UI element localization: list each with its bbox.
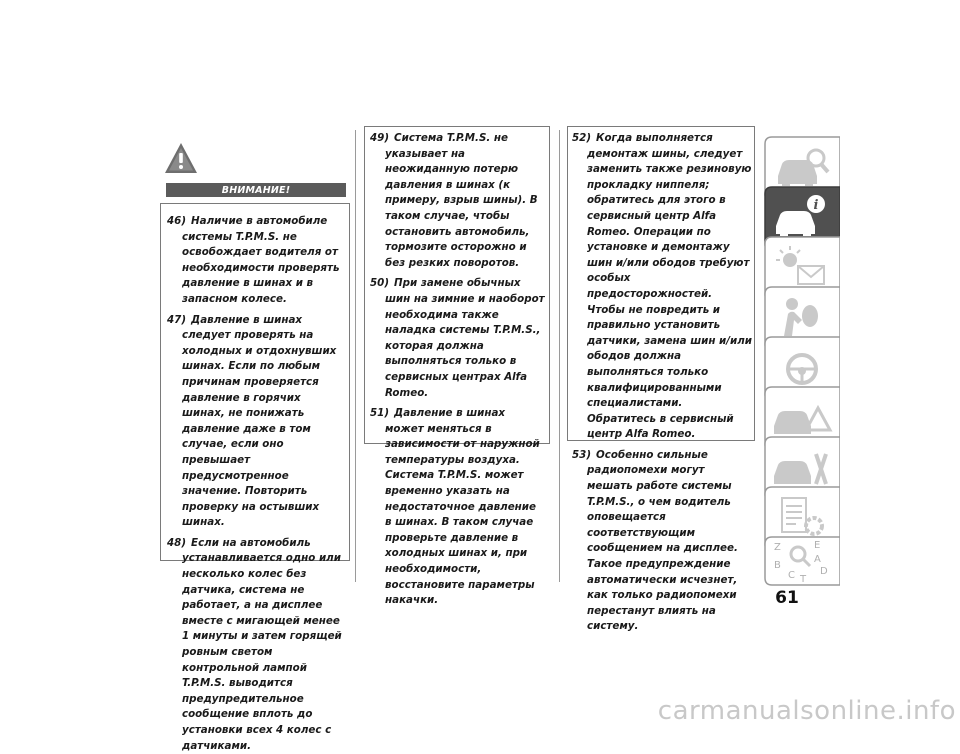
note-46: 46) Наличие в автомобиле системы T.P.M.S. не освобождает водителя от необходимости проверять давление в шинах и в запасном колесе.	[167, 215, 340, 305]
warning-box	[160, 203, 350, 752]
note-50: 50) При замене обычных шин на зимние и наоборот необходима также наладка системы T.P.M.S., которая должна выполняться только в сервисных центрах Alfa Romeo.	[370, 277, 545, 399]
index-letter-b: B	[774, 560, 781, 571]
column-divider-left	[355, 130, 356, 582]
warning-title: ВНИМАНИЕ!	[166, 183, 346, 197]
note-48: 48) Если на автомобиль устанавливается одно или несколько колес без датчика, система не работает, а на дисплее вместе с мигающей менее 1 минуты и затем горящей ровным светом контрольной лампой T.P.M.S. выводится предупредительное сообщение вплоть до установки всех 4 колес с датчиками.	[167, 536, 342, 752]
right-notes-box	[567, 126, 755, 633]
index-letter-c: C	[788, 570, 795, 581]
right-notes	[572, 131, 752, 635]
index-letter-d: D	[820, 566, 828, 577]
note-49: 49) Система T.P.M.S. не указывает на неожиданную потерю давления в шинах (к примеру, взрыв шины). В таком случае, чтобы остановить автомобиль, тормозите осторожно и без резких поворотов.	[370, 132, 538, 269]
middle-notes	[370, 131, 545, 609]
index-letter-a: A	[814, 554, 821, 565]
svg-text:i: i	[813, 198, 819, 213]
column-divider-right	[559, 130, 560, 582]
warning-triangle-icon	[163, 141, 199, 175]
index-letter-t: T	[800, 574, 807, 585]
note-51: 51) Давление в шинах может меняться в зависимости от наружной температуры воздуха. Система T.P.M.S. может временно указать на недостаточное давление в шинах. В таком случае проверьте давление в холодных шинах и, при необходимости, восстановите параметры накачки.	[370, 407, 540, 607]
middle-notes-box	[364, 126, 550, 607]
note-47: 47) Давление в шинах следует проверять на холодных и отдохнувших шинах. Если по любым причинам проверяется давление в горячих шинах, не понижать давление даже в том случае, если оно превышает предусмотренное значение. Повторить проверку на остывших шинах.	[167, 313, 337, 529]
index-letter-e: E	[814, 540, 821, 551]
warning-notes	[167, 214, 345, 754]
watermark: carmanualsonline.info	[657, 696, 956, 726]
index-search-icon	[764, 536, 840, 586]
index-letter-z: Z	[774, 542, 781, 553]
note-53: 53) Особенно сильные радиопомехи могут мешать работе системы T.P.M.S., о чем водитель оповещается соответствующим сообщением на дисплее. Такое предупреждение автоматически исчезнет, как только радиопомехи перестанут влиять на систему.	[572, 448, 738, 633]
page-number: 61	[775, 588, 799, 608]
note-52: 52) Когда выполняется демонтаж шины, следует заменить также резиновую прокладку ниппеля; обратитесь для этого в сервисный центр Alfa Romeo. Операции по установке и демонтажу шин и/или ободов требуют особых предосторожностей. Чтобы не повредить и правильно установить датчики, замена шин и/или ободов должна выполняться только квалифицированными специалистами. Обратитесь в сервисный центр Alfa Romeo.	[572, 132, 752, 441]
